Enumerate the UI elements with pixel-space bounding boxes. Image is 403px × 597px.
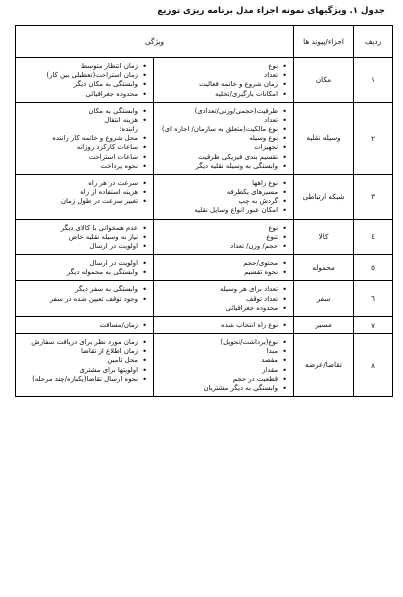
feature-item: • تعداد xyxy=(156,116,287,125)
feature-item: • محدوده جغرافیائی xyxy=(18,90,147,99)
table-row xyxy=(16,316,393,333)
component-name: مسیر xyxy=(294,316,354,333)
feature-item: • امکانات بارگیری/تخلیه xyxy=(156,90,287,99)
feature-list xyxy=(16,281,153,306)
feature-item: • زمان/مسافت xyxy=(18,321,147,330)
feature-item: • وابستگی به مکان دیگر xyxy=(18,80,147,89)
header-component: اجزاء/پیوند ها xyxy=(294,26,354,58)
feature-item: • نوع مالکیت(متعلق به سازمان/ اجاره ای) xyxy=(156,125,287,134)
feature-item: • نوع راه انتخاب شده xyxy=(156,321,287,330)
feature-item: • وابستگی به محموله دیگر xyxy=(18,268,147,277)
feature-item: • مقدار xyxy=(156,366,287,375)
feature-item: • نوع(برداشت/تحویل) xyxy=(156,338,287,347)
feature-item: • زمان اطلاع از تقاضا xyxy=(18,347,147,356)
feature-item: • وابستگی به مکان xyxy=(18,107,147,116)
feature-item: • تجهیزات xyxy=(156,143,287,152)
feature-list xyxy=(16,58,153,102)
feature-item: • نحوه ارسال تقاضا(یکباره/چند مرحله) xyxy=(18,375,147,384)
features-column-primary xyxy=(154,316,294,333)
feature-item: • وجود توقف تعیین شده در سفر xyxy=(18,295,147,304)
features-column-secondary xyxy=(16,102,154,174)
feature-item: راننده: xyxy=(119,125,139,134)
feature-item: • ظرفیت(حجمی/وزنی/تعدادی) xyxy=(156,107,287,116)
feature-item: • تغییر سرعت در طول زمان xyxy=(18,197,147,206)
features-column-primary xyxy=(154,174,294,219)
feature-item: • قطعیت در حجم xyxy=(156,375,287,384)
component-name: تقاضا/عرضه xyxy=(294,334,354,397)
table-row xyxy=(16,334,393,397)
features-column-primary xyxy=(154,219,294,255)
feature-item: • وابستگی به وسیله نقلیه دیگر xyxy=(156,162,287,171)
header-radif: ردیف xyxy=(354,26,393,58)
feature-item: • حجم/ وزن/ تعداد xyxy=(156,242,287,251)
feature-item: • هزینه انتقال xyxy=(18,116,147,125)
feature-item: • عدم همخوانی با کالای دیگر xyxy=(18,224,147,233)
feature-item: • تقسیم بندی فیزیکی ظرفیت xyxy=(156,153,287,162)
feature-item: • نوع راهها xyxy=(156,179,287,188)
component-name: سفر xyxy=(294,281,354,317)
feature-list xyxy=(16,103,153,174)
feature-item: • محل شروع و خاتمه کار راننده xyxy=(18,134,147,143)
row-number: ۸ xyxy=(354,334,393,397)
feature-item: • زمان مورد نظر برای دریافت سفارش xyxy=(18,338,147,347)
feature-item: • مبدا xyxy=(156,347,287,356)
features-column-primary xyxy=(154,281,294,317)
features-column-primary xyxy=(154,334,294,397)
feature-item: • زمان استراحت(تعطیلی بین کار) xyxy=(18,71,147,80)
feature-list xyxy=(16,317,153,333)
row-number: ۳ xyxy=(354,174,393,219)
features-column-primary xyxy=(154,255,294,281)
table-row xyxy=(16,281,393,317)
feature-item: • زمان شروع و خاتمه فعالیت xyxy=(156,80,287,89)
component-name: کالا xyxy=(294,219,354,255)
feature-item: • تعداد توقف xyxy=(156,295,287,304)
features-column-secondary xyxy=(16,316,154,333)
feature-list xyxy=(16,220,153,255)
header-row xyxy=(16,26,393,58)
row-number: ۱ xyxy=(354,58,393,103)
features-column-secondary xyxy=(16,174,154,219)
feature-item: • امکان عبور انواع وسایل نقلیه xyxy=(156,206,287,215)
feature-item: • تعداد xyxy=(156,71,287,80)
row-number: ٥ xyxy=(354,255,393,281)
table-row xyxy=(16,174,393,219)
feature-item: • زمان انتظار متوسط xyxy=(18,62,147,71)
feature-item: • محل تامین xyxy=(18,356,147,365)
table-caption: جدول ۱. ویژگیهای نمونه اجزاء مدل برنامه ریزی توزیع xyxy=(157,6,385,16)
feature-item: • محدوده جغرافیائی xyxy=(156,304,287,313)
row-number: ۲ xyxy=(354,102,393,174)
header-features: ویژگی xyxy=(16,26,294,58)
table-row xyxy=(16,219,393,255)
feature-item: • محتوی/حجم xyxy=(156,259,287,268)
feature-list xyxy=(16,334,153,387)
feature-list xyxy=(154,175,293,219)
feature-item: • تعداد برای هر وسیله xyxy=(156,285,287,294)
features-column-primary xyxy=(154,102,294,174)
feature-item: • اولویت در ارسال xyxy=(18,259,147,268)
feature-list xyxy=(154,220,293,255)
features-column-secondary xyxy=(16,219,154,255)
features-column-secondary xyxy=(16,255,154,281)
features-column-secondary xyxy=(16,334,154,397)
feature-item: • هزینه استفاده از راه xyxy=(18,188,147,197)
feature-item: • نیاز به وسیله نقلیه خاص xyxy=(18,233,147,242)
feature-item: • اولویت در ارسال xyxy=(18,242,147,251)
feature-item: • تنوع xyxy=(156,233,287,242)
feature-item: • سرعت در هر راه xyxy=(18,179,147,188)
feature-item: • نحوه پرداخت xyxy=(18,162,147,171)
feature-list xyxy=(154,255,293,280)
feature-list xyxy=(154,281,293,316)
feature-item: • اولویتها برای مشتری xyxy=(18,366,147,375)
table-row xyxy=(16,58,393,103)
features-column-secondary xyxy=(16,281,154,317)
feature-item: • مقصد xyxy=(156,356,287,365)
feature-item: • نوع xyxy=(156,62,287,71)
features-column-secondary xyxy=(16,58,154,103)
feature-list xyxy=(154,58,293,102)
component-name: مکان xyxy=(294,58,354,103)
feature-list xyxy=(154,334,293,396)
feature-list xyxy=(154,103,293,174)
table-row xyxy=(16,102,393,174)
component-name: محموله xyxy=(294,255,354,281)
feature-item: • وابستگی به دیگر مشتریان xyxy=(156,384,287,393)
component-name: وسیله نقلیه xyxy=(294,102,354,174)
feature-item: • نحوه تقسیم xyxy=(156,268,287,277)
feature-item: • نوع xyxy=(156,224,287,233)
feature-list xyxy=(16,255,153,280)
feature-list xyxy=(154,317,293,333)
row-number: ٦ xyxy=(354,281,393,317)
features-table xyxy=(15,25,393,397)
component-name: شبکه ارتباطی xyxy=(294,174,354,219)
feature-item: • نوع وسیله xyxy=(156,134,287,143)
row-number: ۷ xyxy=(354,316,393,333)
feature-list xyxy=(16,175,153,210)
feature-item: • مسیرهای یکطرفه xyxy=(156,188,287,197)
feature-item: • گردش به چپ xyxy=(156,197,287,206)
features-column-primary xyxy=(154,58,294,103)
row-number: ٤ xyxy=(354,219,393,255)
feature-item: • ساعات استراحت xyxy=(18,153,147,162)
table-row xyxy=(16,255,393,281)
table-body xyxy=(16,58,393,397)
feature-item: • وابستگی به سفر دیگر xyxy=(18,285,147,294)
feature-item: • ساعات کارکرد روزانه xyxy=(18,143,147,152)
